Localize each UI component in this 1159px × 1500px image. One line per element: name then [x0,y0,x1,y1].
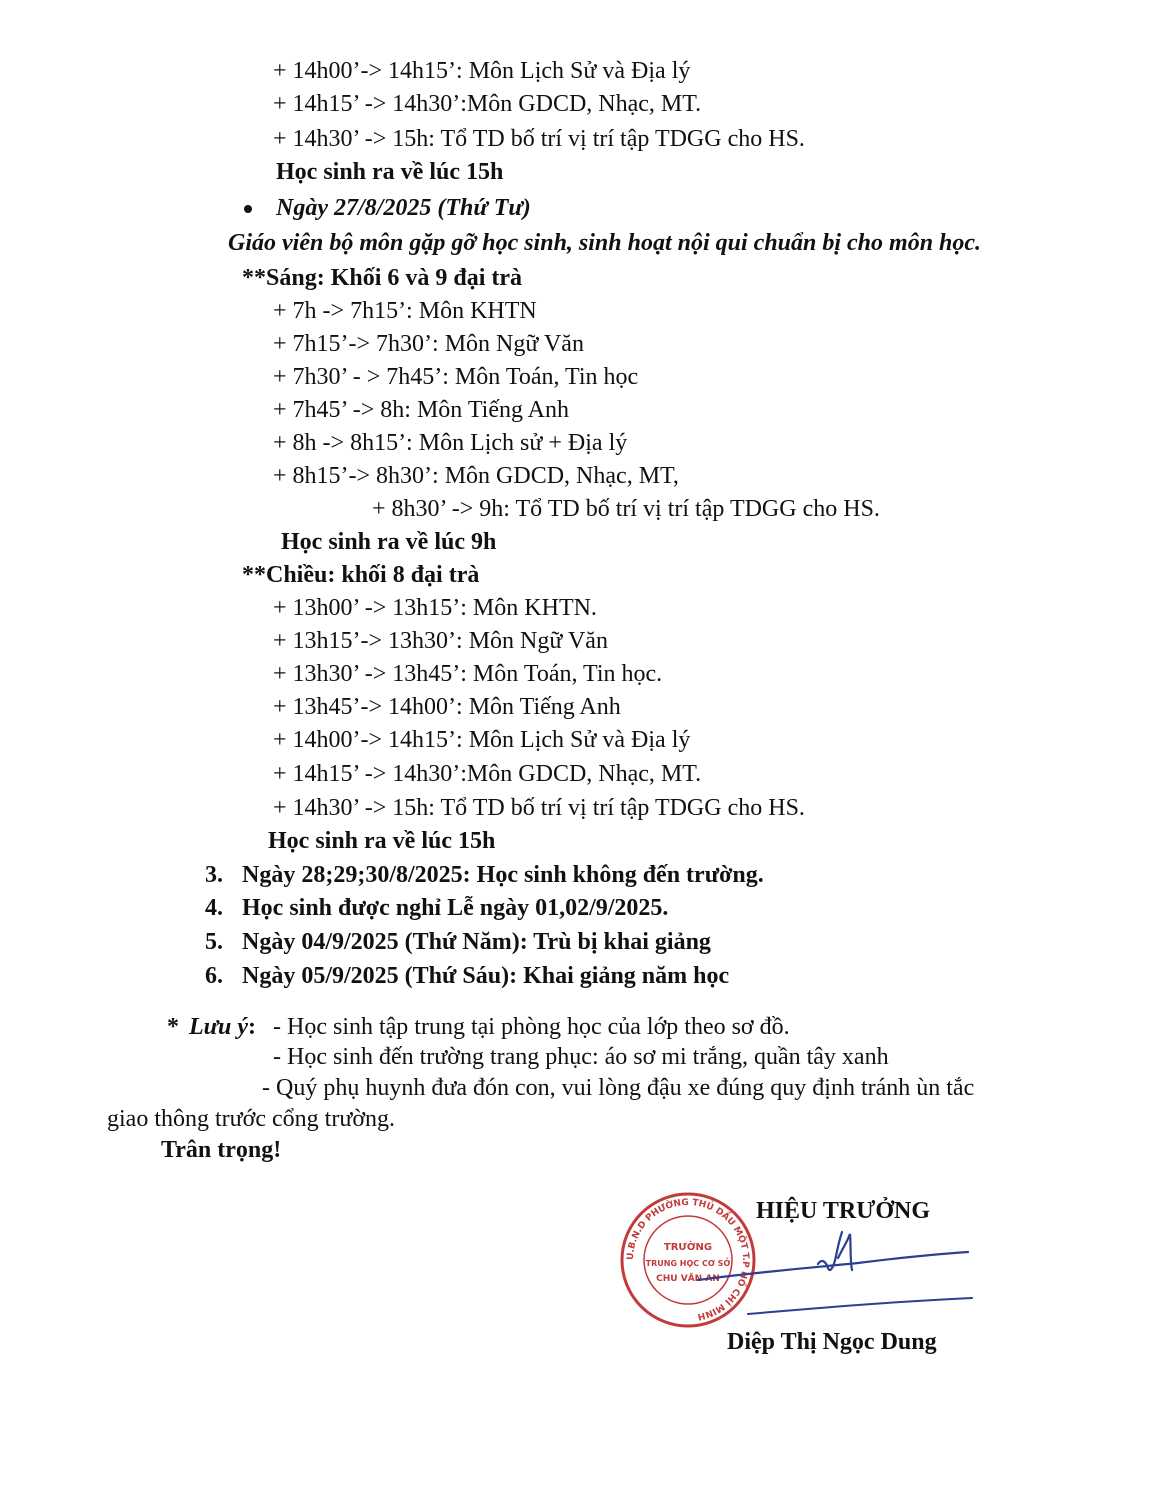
note-label: Lưu ý [189,1014,249,1040]
item-text: Học sinh được nghỉ Lễ ngày 01,02/9/2025. [242,895,669,921]
item-number: 5. [205,929,223,955]
handwritten-signature [688,1218,978,1328]
closing-text: Trân trọng! [161,1137,282,1163]
note-heading [167,1012,256,1042]
schedule-line: + 7h30’ - > 7h45’: Môn Toán, Tin học [273,364,639,390]
schedule-line: + 14h30’ -> 15h: Tổ TD bố trí vị trí tập TDGG cho HS. [273,795,805,821]
schedule-line: + 14h15’ -> 14h30’:Môn GDCD, Nhạc, MT. [273,761,702,787]
signer-title: HIỆU TRƯỞNG [756,1198,931,1224]
item-text: Ngày 28;29;30/8/2025: Học sinh không đến trường. [242,862,764,888]
numbered-item [205,893,668,923]
item-number: 6. [205,963,223,989]
dismissal-line: Học sinh ra về lúc 15h [268,828,496,854]
note-star: * [167,1014,179,1040]
teacher-note: Giáo viên bộ môn gặp gỡ học sinh, sinh hoạt nội qui chuẩn bị cho môn học. [228,230,982,256]
schedule-line: + 13h00’ -> 13h15’: Môn KHTN. [273,595,597,621]
stamp-line-2: TRUNG HỌC CƠ SỞ [645,1259,731,1268]
schedule-line: + 7h15’-> 7h30’: Môn Ngữ Văn [273,331,584,357]
schedule-line: + 14h30’ -> 15h: Tổ TD bố trí vị trí tập TDGG cho HS. [273,126,805,152]
schedule-line: + 14h00’-> 14h15’: Môn Lịch Sử và Địa lý [273,727,691,753]
note-colon: : [248,1014,257,1040]
note-item: - Học sinh tập trung tại phòng học của lớp theo sơ đồ. [273,1014,790,1040]
morning-session-heading: **Sáng: Khối 6 và 9 đại trà [242,265,523,291]
schedule-line: + 14h15’ -> 14h30’:Môn GDCD, Nhạc, MT. [273,91,702,117]
bullet-icon [244,205,252,213]
numbered-item [205,860,764,890]
schedule-line: + 8h15’-> 8h30’: Môn GDCD, Nhạc, MT, [273,463,679,489]
afternoon-session-heading: **Chiều: khối 8 đại trà [242,562,480,588]
schedule-line: + 13h30’ -> 13h45’: Môn Toán, Tin học. [273,661,663,687]
signer-name: Diệp Thị Ngọc Dung [727,1329,937,1355]
stamp-line-1: TRƯỜNG [663,1242,713,1253]
schedule-line: + 7h -> 7h15’: Môn KHTN [273,298,537,324]
item-number: 3. [205,862,223,888]
schedule-line: + 13h45’-> 14h00’: Môn Tiếng Anh [273,694,621,720]
stamp-line-3: CHU VĂN AN [656,1274,720,1284]
numbered-item [205,927,711,957]
schedule-line: + 14h00’-> 14h15’: Môn Lịch Sử và Địa lý [273,58,691,84]
numbered-item [205,961,729,991]
schedule-line: + 8h -> 8h15’: Môn Lịch sử + Địa lý [273,430,628,456]
item-text: Ngày 04/9/2025 (Thứ Năm): Trù bị khai giảng [242,929,711,955]
stamp-ring-text: U.B.N.D PHƯỜNG THỦ DẦU MỘT T.P HỒ CHÍ MINH [625,1197,751,1322]
dismissal-line: Học sinh ra về lúc 9h [281,529,497,555]
schedule-line: + 8h30’ -> 9h: Tổ TD bố trí vị trí tập TDGG cho HS. [372,496,880,522]
note-item: - Quý phụ huynh đưa đón con, vui lòng đậu xe đúng quy định tránh ùn tắc [262,1075,975,1101]
day-heading: Ngày 27/8/2025 (Thứ Tư) [276,195,531,221]
note-item: - Học sinh đến trường trang phục: áo sơ mi trắng, quần tây xanh [273,1044,889,1070]
dismissal-line: Học sinh ra về lúc 15h [276,159,504,185]
note-item-continuation: giao thông trước cổng trường. [107,1106,396,1132]
item-text: Ngày 05/9/2025 (Thứ Sáu): Khai giảng năm học [242,963,730,989]
schedule-line: + 7h45’ -> 8h: Môn Tiếng Anh [273,397,569,423]
schedule-line: + 13h15’-> 13h30’: Môn Ngữ Văn [273,628,608,654]
item-number: 4. [205,895,223,921]
